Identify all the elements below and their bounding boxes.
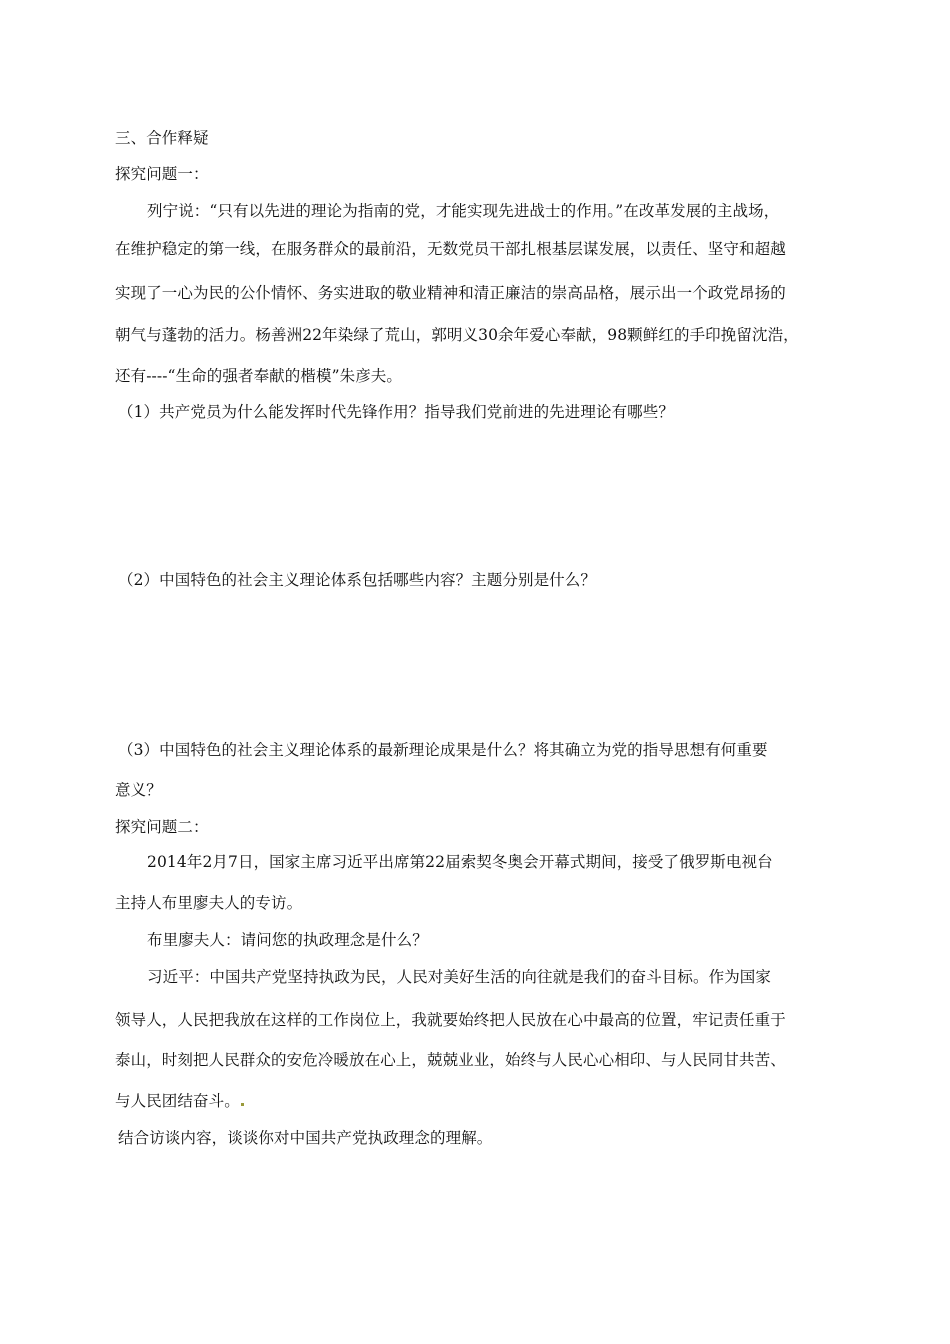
answer-line-4-text: 与人民团结奋斗。 (115, 1092, 240, 1110)
problem2-task: 结合访谈内容，谈谈你对中国共产党执政理念的理解。 (118, 1129, 493, 1147)
section-title: 三、合作释疑 (115, 129, 209, 147)
problem2-intro-line-1: 2014年2月7日，国家主席习近平出席第22届索契冬奥会开幕式期间，接受了俄罗斯电视台 (147, 853, 773, 871)
answer-line-4 (115, 1091, 245, 1111)
problem1-paragraph-line-5: 还有----“生命的强者奉献的楷模”朱彦夫。 (115, 367, 402, 385)
problem1-paragraph-line-3: 实现了一心为民的公仆情怀、务实进取的敬业精神和清正廉洁的崇高品格，展示出一个政党昂扬的 (115, 284, 786, 302)
answer-line-3: 泰山，时刻把人民群众的安危冷暖放在心上，兢兢业业，始终与人民心心相印、与人民同甘共苦、 (115, 1051, 786, 1069)
problem1-paragraph-line-2: 在维护稳定的第一线，在服务群众的最前沿，无数党员干部扎根基层谋发展，以责任、坚守和超越 (115, 240, 786, 258)
answer-line-2: 领导人，人民把我放在这样的工作岗位上，我就要始终把人民放在心中最高的位置，牢记责任重于 (115, 1011, 786, 1029)
problem2-heading: 探究问题二： (115, 818, 209, 836)
question-3: （3）中国特色的社会主义理论体系的最新理论成果是什么？将其确立为党的指导思想有何重要 (118, 741, 768, 759)
scan-mark (241, 1103, 244, 1106)
question-1: （1）共产党员为什么能发挥时代先锋作用？指导我们党前进的先进理论有哪些？ (118, 403, 674, 421)
question-2: （2）中国特色的社会主义理论体系包括哪些内容？主题分别是什么？ (118, 571, 596, 589)
question-3-continued: 意义？ (115, 781, 162, 799)
problem1-paragraph-line-1: 列宁说：“只有以先进的理论为指南的党，才能实现先进战士的作用。”在改革发展的主战场， (147, 202, 780, 220)
problem2-intro-line-2: 主持人布里廖夫人的专访。 (115, 894, 303, 912)
problem1-heading: 探究问题一： (115, 165, 209, 183)
interviewer-question: 布里廖夫人：请问您的执政理念是什么？ (147, 931, 428, 949)
answer-line-1: 习近平：中国共产党坚持执政为民，人民对美好生活的向往就是我们的奋斗目标。作为国家 (147, 968, 772, 986)
problem1-paragraph-line-4: 朝气与蓬勃的活力。杨善洲22年染绿了荒山，郭明义30余年爱心奉献，98颗鲜红的手印挽留沈浩， (115, 326, 799, 344)
